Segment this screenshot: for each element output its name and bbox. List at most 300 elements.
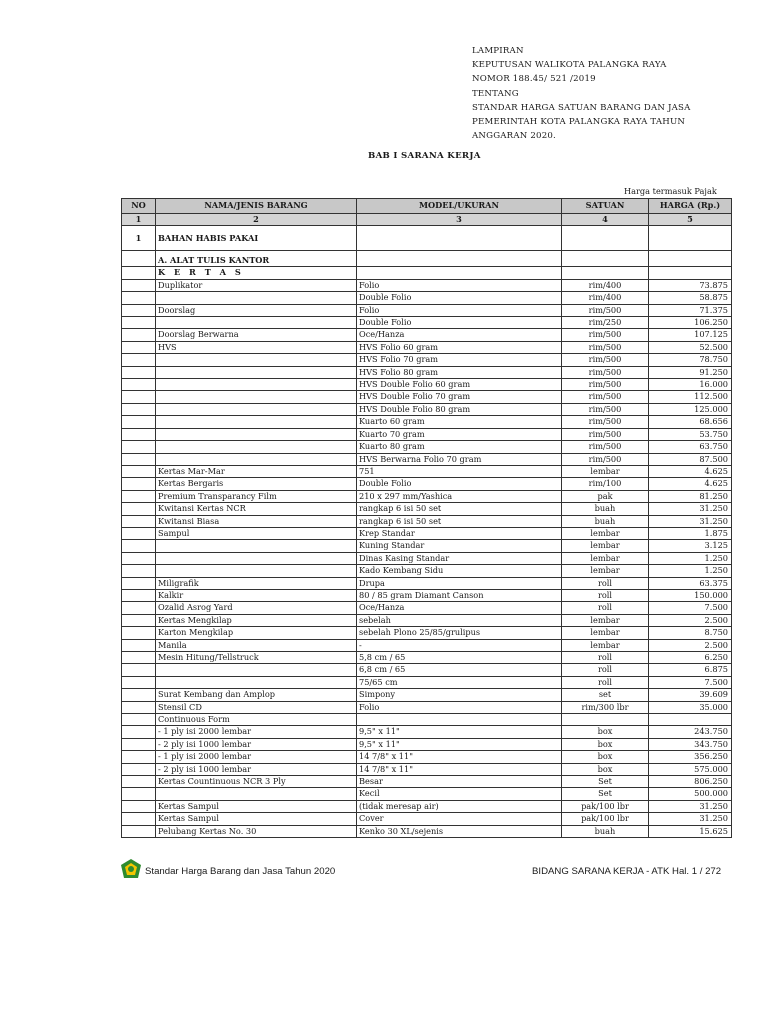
table-row <box>122 503 732 515</box>
row-number-cell <box>122 503 156 515</box>
item-name-cell: Duplikator <box>156 279 357 291</box>
item-price-cell: 71.375 <box>649 304 732 316</box>
item-price-cell: 575.000 <box>649 763 732 775</box>
item-unit-cell: rim/400 <box>562 279 649 291</box>
table-row <box>122 552 732 564</box>
category-name: K E R T A S <box>156 267 357 279</box>
item-price-cell: 356.250 <box>649 751 732 763</box>
item-model-cell: Kuning Standar <box>357 540 562 552</box>
section-name: BAHAN HABIS PAKAI <box>156 226 357 251</box>
item-unit-cell: buah <box>562 503 649 515</box>
item-name-cell: Pelubang Kertas No. 30 <box>156 825 357 837</box>
table-row <box>122 676 732 688</box>
item-price-cell <box>649 714 732 726</box>
item-model-cell: HVS Double Folio 60 gram <box>357 379 562 391</box>
item-name-cell <box>156 317 357 329</box>
item-price-cell: 4.625 <box>649 465 732 477</box>
item-model-cell: Krep Standar <box>357 527 562 539</box>
item-name-cell <box>156 552 357 564</box>
item-price-cell: 6.250 <box>649 652 732 664</box>
table-row <box>122 825 732 837</box>
item-unit-cell: pak/100 lbr <box>562 813 649 825</box>
item-price-cell: 150.000 <box>649 589 732 601</box>
row-number-cell <box>122 589 156 601</box>
item-price-cell: 63.375 <box>649 577 732 589</box>
item-price-cell: 31.250 <box>649 515 732 527</box>
item-unit-cell: rim/500 <box>562 428 649 440</box>
column-number: 4 <box>562 214 649 226</box>
item-model-cell: Oce/Hanza <box>357 329 562 341</box>
row-number-cell <box>122 317 156 329</box>
item-price-cell: 243.750 <box>649 726 732 738</box>
table-row <box>122 441 732 453</box>
item-model-cell: HVS Folio 70 gram <box>357 354 562 366</box>
item-unit-cell: lembar <box>562 527 649 539</box>
table-row <box>122 465 732 477</box>
item-price-cell: 91.250 <box>649 366 732 378</box>
item-model-cell: Dinas Kasing Standar <box>357 552 562 564</box>
row-number-cell <box>122 602 156 614</box>
column-number-row <box>122 214 732 226</box>
item-name-cell: Kertas Sampul <box>156 800 357 812</box>
item-model-cell: Besar <box>357 776 562 788</box>
item-unit-cell: rim/500 <box>562 416 649 428</box>
table-row <box>122 317 732 329</box>
table-row <box>122 354 732 366</box>
header-line: ANGGARAN 2020. <box>472 131 556 142</box>
item-name-cell: - 2 ply isi 1000 lembar <box>156 763 357 775</box>
item-price-cell: 1.875 <box>649 527 732 539</box>
item-unit-cell: rim/300 lbr <box>562 701 649 713</box>
column-header-no: NO <box>122 199 156 214</box>
item-price-cell: 7.500 <box>649 602 732 614</box>
item-model-cell: Kuarto 70 gram <box>357 428 562 440</box>
row-number-cell <box>122 441 156 453</box>
item-price-cell: 81.250 <box>649 490 732 502</box>
table-row <box>122 540 732 552</box>
table-row <box>122 664 732 676</box>
item-price-cell: 35.000 <box>649 701 732 713</box>
item-price-cell: 1.250 <box>649 552 732 564</box>
item-model-cell: 75/65 cm <box>357 676 562 688</box>
item-model-cell: 5,8 cm / 65 <box>357 652 562 664</box>
row-number-cell <box>122 515 156 527</box>
item-unit-cell: rim/250 <box>562 317 649 329</box>
item-name-cell <box>156 379 357 391</box>
row-number-cell <box>122 366 156 378</box>
item-name-cell: - 1 ply isi 2000 lembar <box>156 751 357 763</box>
item-name-cell: Kertas Countinuous NCR 3 Ply <box>156 776 357 788</box>
table-row <box>122 639 732 651</box>
item-unit-cell: roll <box>562 602 649 614</box>
item-model-cell <box>357 714 562 726</box>
item-model-cell: Kecil <box>357 788 562 800</box>
section-number: 1 <box>122 226 156 251</box>
item-name-cell: Surat Kembang dan Amplop <box>156 689 357 701</box>
row-number-cell <box>122 478 156 490</box>
item-model-cell: Drupa <box>357 577 562 589</box>
row-number-cell <box>122 652 156 664</box>
item-name-cell <box>156 676 357 688</box>
row-number-cell <box>122 465 156 477</box>
row-number-cell <box>122 577 156 589</box>
table-row <box>122 577 732 589</box>
item-unit-cell: Set <box>562 788 649 800</box>
table-row <box>122 788 732 800</box>
table-row <box>122 763 732 775</box>
item-price-cell: 106.250 <box>649 317 732 329</box>
header-line: TENTANG <box>472 88 519 99</box>
item-price-cell: 2.500 <box>649 614 732 626</box>
item-name-cell: Manila <box>156 639 357 651</box>
footer-left: Standar Harga Barang dan Jasa Tahun 2020 <box>145 866 336 877</box>
table-row <box>122 776 732 788</box>
item-price-cell: 112.500 <box>649 391 732 403</box>
item-price-cell: 806.250 <box>649 776 732 788</box>
item-price-cell: 7.500 <box>649 676 732 688</box>
item-price-cell: 31.250 <box>649 800 732 812</box>
row-number-cell <box>122 800 156 812</box>
column-number: 3 <box>357 214 562 226</box>
item-name-cell: Kertas Mar-Mar <box>156 465 357 477</box>
row-number-cell <box>122 453 156 465</box>
item-model-cell: Folio <box>357 279 562 291</box>
city-logo-icon <box>120 858 142 880</box>
table-row <box>122 701 732 713</box>
column-number: 5 <box>649 214 732 226</box>
item-model-cell: rangkap 6 isi 50 set <box>357 503 562 515</box>
item-model-cell: (tidak meresap air) <box>357 800 562 812</box>
item-name-cell <box>156 453 357 465</box>
table-row <box>122 304 732 316</box>
item-unit-cell: rim/500 <box>562 341 649 353</box>
item-price-cell: 58.875 <box>649 292 732 304</box>
item-name-cell: Doorslag Berwarna <box>156 329 357 341</box>
item-model-cell: Simpony <box>357 689 562 701</box>
item-name-cell: - 2 ply isi 1000 lembar <box>156 738 357 750</box>
item-price-cell: 8.750 <box>649 627 732 639</box>
table-row <box>122 366 732 378</box>
column-header-name: NAMA/JENIS BARANG <box>156 199 357 214</box>
item-model-cell: HVS Folio 60 gram <box>357 341 562 353</box>
table-row <box>122 800 732 812</box>
item-name-cell <box>156 565 357 577</box>
table-row <box>122 515 732 527</box>
item-name-cell <box>156 292 357 304</box>
item-model-cell: Double Folio <box>357 292 562 304</box>
table-row <box>122 490 732 502</box>
table-row <box>122 292 732 304</box>
item-price-cell: 3.125 <box>649 540 732 552</box>
table-row <box>122 379 732 391</box>
column-number: 2 <box>156 214 357 226</box>
row-number-cell <box>122 763 156 775</box>
item-unit-cell: Set <box>562 776 649 788</box>
item-model-cell: Cover <box>357 813 562 825</box>
row-number-cell <box>122 825 156 837</box>
price-table <box>121 198 732 838</box>
item-unit-cell: rim/500 <box>562 453 649 465</box>
section-row <box>122 226 732 251</box>
item-unit-cell: set <box>562 689 649 701</box>
item-name-cell: Sampul <box>156 527 357 539</box>
item-name-cell: Ozalid Asrog Yard <box>156 602 357 614</box>
header-line: STANDAR HARGA SATUAN BARANG DAN JASA <box>472 102 691 113</box>
row-number-cell <box>122 552 156 564</box>
table-row <box>122 416 732 428</box>
item-model-cell: Kuarto 80 gram <box>357 441 562 453</box>
row-number-cell <box>122 726 156 738</box>
item-name-cell <box>156 664 357 676</box>
row-number-cell <box>122 813 156 825</box>
item-model-cell: Double Folio <box>357 478 562 490</box>
item-price-cell: 68.656 <box>649 416 732 428</box>
item-name-cell <box>156 441 357 453</box>
item-name-cell: Miligrafik <box>156 577 357 589</box>
row-number-cell <box>122 279 156 291</box>
table-row <box>122 527 732 539</box>
row-number-cell <box>122 416 156 428</box>
column-header-unit: SATUAN <box>562 199 649 214</box>
table-row <box>122 652 732 664</box>
item-unit-cell: lembar <box>562 540 649 552</box>
chapter-title: BAB I SARANA KERJA <box>368 151 481 161</box>
item-model-cell: HVS Double Folio 80 gram <box>357 403 562 415</box>
table-row <box>122 726 732 738</box>
item-unit-cell: rim/500 <box>562 304 649 316</box>
item-name-cell <box>156 540 357 552</box>
item-unit-cell: roll <box>562 676 649 688</box>
table-row <box>122 751 732 763</box>
item-model-cell: HVS Double Folio 70 gram <box>357 391 562 403</box>
item-unit-cell: lembar <box>562 552 649 564</box>
item-model-cell: Oce/Hanza <box>357 602 562 614</box>
item-model-cell: HVS Berwarna Folio 70 gram <box>357 453 562 465</box>
row-number-cell <box>122 776 156 788</box>
item-name-cell <box>156 403 357 415</box>
item-price-cell: 31.250 <box>649 813 732 825</box>
item-price-cell: 15.625 <box>649 825 732 837</box>
subsection-row <box>122 251 732 267</box>
row-number-cell <box>122 379 156 391</box>
item-unit-cell: box <box>562 751 649 763</box>
item-price-cell: 125.000 <box>649 403 732 415</box>
tax-note: Harga termasuk Pajak <box>624 186 717 196</box>
item-model-cell: - <box>357 639 562 651</box>
item-model-cell: Kenko 30 XL/sejenis <box>357 825 562 837</box>
item-price-cell: 87.500 <box>649 453 732 465</box>
row-number-cell <box>122 614 156 626</box>
item-model-cell: sebelah Plono 25/85/grulipus <box>357 627 562 639</box>
row-number-cell <box>122 738 156 750</box>
item-name-cell <box>156 391 357 403</box>
table-row <box>122 602 732 614</box>
header-line: PEMERINTAH KOTA PALANGKA RAYA TAHUN <box>472 117 686 128</box>
item-model-cell: 751 <box>357 465 562 477</box>
item-name-cell <box>156 788 357 800</box>
table-row <box>122 453 732 465</box>
item-unit-cell: rim/500 <box>562 379 649 391</box>
row-number-cell <box>122 565 156 577</box>
item-unit-cell: lembar <box>562 565 649 577</box>
item-price-cell: 53.750 <box>649 428 732 440</box>
item-price-cell: 343.750 <box>649 738 732 750</box>
row-number-cell <box>122 341 156 353</box>
row-number-cell <box>122 788 156 800</box>
item-unit-cell: roll <box>562 589 649 601</box>
item-unit-cell: rim/500 <box>562 391 649 403</box>
item-unit-cell: rim/500 <box>562 354 649 366</box>
row-number-cell <box>122 751 156 763</box>
table-row <box>122 391 732 403</box>
table-row <box>122 329 732 341</box>
item-price-cell: 73.875 <box>649 279 732 291</box>
item-name-cell: Premium Transparancy Film <box>156 490 357 502</box>
item-unit-cell: lembar <box>562 639 649 651</box>
item-name-cell: Mesin Hitung/Tellstruck <box>156 652 357 664</box>
table-row <box>122 279 732 291</box>
item-price-cell: 2.500 <box>649 639 732 651</box>
row-number-cell <box>122 354 156 366</box>
item-model-cell: 9,5" x 11" <box>357 726 562 738</box>
column-header-price: HARGA (Rp.) <box>649 199 732 214</box>
table-row <box>122 689 732 701</box>
item-model-cell: Kuarto 60 gram <box>357 416 562 428</box>
row-number-cell <box>122 689 156 701</box>
footer-right: BIDANG SARANA KERJA - ATK Hal. 1 / 272 <box>532 866 722 877</box>
category-row <box>122 267 732 279</box>
row-number-cell <box>122 329 156 341</box>
document-header <box>472 44 691 143</box>
item-name-cell: Kwitansi Biasa <box>156 515 357 527</box>
item-model-cell: 14 7/8" x 11" <box>357 763 562 775</box>
item-name-cell: HVS <box>156 341 357 353</box>
item-unit-cell: buah <box>562 825 649 837</box>
item-model-cell: Kado Kembang Sidu <box>357 565 562 577</box>
item-model-cell: 6,8 cm / 65 <box>357 664 562 676</box>
item-model-cell: 14 7/8" x 11" <box>357 751 562 763</box>
row-number-cell <box>122 627 156 639</box>
item-unit-cell: roll <box>562 664 649 676</box>
item-name-cell <box>156 366 357 378</box>
column-header-model: MODEL/UKURAN <box>357 199 562 214</box>
table-header-row <box>122 199 732 214</box>
table-row <box>122 565 732 577</box>
item-unit-cell: lembar <box>562 465 649 477</box>
item-name-cell <box>156 354 357 366</box>
item-unit-cell: rim/100 <box>562 478 649 490</box>
item-unit-cell: lembar <box>562 614 649 626</box>
item-model-cell: 80 / 85 gram Diamant Canson <box>357 589 562 601</box>
item-price-cell: 107.125 <box>649 329 732 341</box>
item-unit-cell: pak/100 lbr <box>562 800 649 812</box>
row-number-cell <box>122 403 156 415</box>
subsection-name: A. ALAT TULIS KANTOR <box>156 251 357 267</box>
item-price-cell: 500.000 <box>649 788 732 800</box>
header-line: NOMOR 188.45/ 521 /2019 <box>472 74 596 85</box>
row-number-cell <box>122 391 156 403</box>
item-model-cell: 9,5" x 11" <box>357 738 562 750</box>
item-unit-cell: buah <box>562 515 649 527</box>
row-number-cell <box>122 490 156 502</box>
item-name-cell: Continuous Form <box>156 714 357 726</box>
item-price-cell: 4.625 <box>649 478 732 490</box>
item-unit-cell: roll <box>562 652 649 664</box>
row-number-cell <box>122 304 156 316</box>
row-number-cell <box>122 664 156 676</box>
row-number-cell <box>122 639 156 651</box>
row-number-cell <box>122 292 156 304</box>
item-unit-cell: lembar <box>562 627 649 639</box>
item-name-cell <box>156 416 357 428</box>
table-row <box>122 589 732 601</box>
item-name-cell: Kertas Bergaris <box>156 478 357 490</box>
item-unit-cell: roll <box>562 577 649 589</box>
item-name-cell: Doorslag <box>156 304 357 316</box>
row-number-cell <box>122 676 156 688</box>
item-name-cell: Kalkir <box>156 589 357 601</box>
header-line: KEPUTUSAN WALIKOTA PALANGKA RAYA <box>472 60 667 71</box>
item-unit-cell: box <box>562 726 649 738</box>
item-name-cell: Karton Mengkilap <box>156 627 357 639</box>
row-number-cell <box>122 540 156 552</box>
row-number-cell <box>122 714 156 726</box>
table-row <box>122 738 732 750</box>
table-row <box>122 627 732 639</box>
item-model-cell: 210 x 297 mm/Yashica <box>357 490 562 502</box>
item-name-cell: Kwitansi Kertas NCR <box>156 503 357 515</box>
column-number: 1 <box>122 214 156 226</box>
table-row <box>122 714 732 726</box>
table-row <box>122 341 732 353</box>
row-number-cell <box>122 428 156 440</box>
item-model-cell: HVS Folio 80 gram <box>357 366 562 378</box>
item-unit-cell: rim/400 <box>562 292 649 304</box>
table-row <box>122 478 732 490</box>
row-number-cell <box>122 701 156 713</box>
item-model-cell: Double Folio <box>357 317 562 329</box>
item-unit-cell: rim/500 <box>562 366 649 378</box>
item-price-cell: 39.609 <box>649 689 732 701</box>
item-unit-cell: box <box>562 738 649 750</box>
table-row <box>122 428 732 440</box>
item-name-cell <box>156 428 357 440</box>
item-model-cell: Folio <box>357 304 562 316</box>
item-unit-cell: pak <box>562 490 649 502</box>
header-line: LAMPIRAN <box>472 46 524 56</box>
item-model-cell: Folio <box>357 701 562 713</box>
item-price-cell: 31.250 <box>649 503 732 515</box>
item-unit-cell: rim/500 <box>562 441 649 453</box>
item-name-cell: - 1 ply isi 2000 lembar <box>156 726 357 738</box>
item-model-cell: sebelah <box>357 614 562 626</box>
table-row <box>122 813 732 825</box>
row-number-cell <box>122 527 156 539</box>
item-unit-cell: rim/500 <box>562 403 649 415</box>
table-row <box>122 403 732 415</box>
item-price-cell: 52.500 <box>649 341 732 353</box>
table-row <box>122 614 732 626</box>
item-name-cell: Kertas Sampul <box>156 813 357 825</box>
item-price-cell: 1.250 <box>649 565 732 577</box>
item-name-cell: Kertas Mengkilap <box>156 614 357 626</box>
item-price-cell: 6.875 <box>649 664 732 676</box>
item-price-cell: 78.750 <box>649 354 732 366</box>
item-name-cell: Stensil CD <box>156 701 357 713</box>
item-model-cell: rangkap 6 isi 50 set <box>357 515 562 527</box>
item-price-cell: 63.750 <box>649 441 732 453</box>
item-unit-cell: box <box>562 763 649 775</box>
